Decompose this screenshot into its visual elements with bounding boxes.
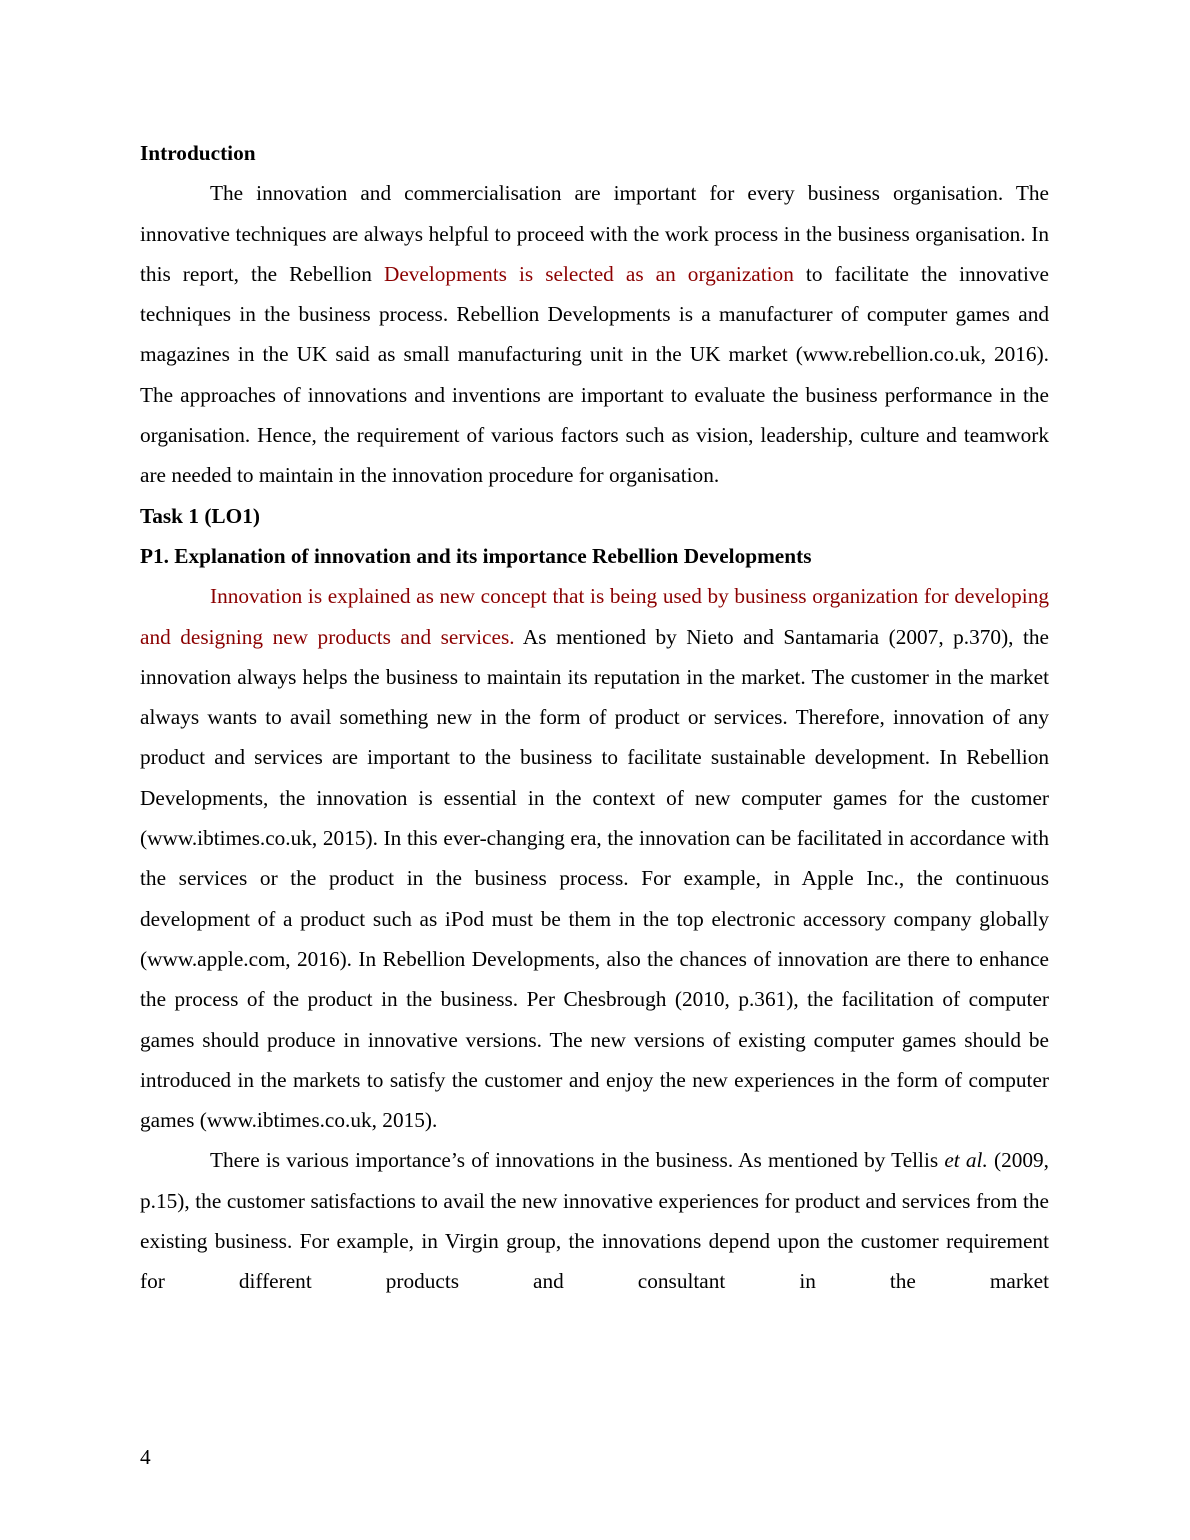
page-number: 4: [140, 1445, 151, 1469]
document-page: [140, 133, 1049, 1302]
intro-text-2: to facilitate the innovative techniques in the business process. Rebellion Developments is a manufacturer of computer games and magazines in the UK said as small manufacturing unit in the UK market (www.rebellion.co.uk, 2016). The approaches of innovations and inventions are important to evaluate the business performance in the organisation. Hence, the requirement of various factors such as vision, leadership, culture and teamwork are needed to maintain in the innovation procedure for organisation.: [140, 261, 1049, 488]
introduction-paragraph: [140, 173, 1049, 495]
p1-paragraph: [140, 576, 1049, 1140]
p1-highlight: Innovation is explained as new concept that is being used by business organization for developing and designing new products and services.: [140, 584, 1049, 649]
importance-text-2: (2009, p.15), the customer satisfactions to avail the new innovative experiences for product and services from the existing business. For example, in Virgin group, the innovations depend upon the customer requirement for different products and consultant in the market: [140, 1148, 1049, 1294]
p1-text: As mentioned by Nieto and Santamaria (2007, p.370), the innovation always helps the business to maintain its reputation in the market. The customer in the market always wants to avail something new in the form of product or services. Therefore, innovation of any product and services are important to the business to facilitate sustainable development. In Rebellion Developments, the innovation is essential in the context of new computer games for the customer (www.ibtimes.co.uk, 2015). In this ever-changing era, the innovation can be facilitated in accordance with the services or the product in the business process. For example, in Apple Inc., the continuous development of a product such as iPod must be them in the top electronic accessory company globally (www.apple.com, 2016). In Rebellion Developments, also the chances of innovation are there to enhance the process of the product in the business. Per Chesbrough (2010, p.361), the facilitation of computer games should produce in innovative versions. The new versions of existing computer games should be introduced in the markets to satisfy the customer and enjoy the new experiences in the form of computer games (www.ibtimes.co.uk, 2015).: [140, 624, 1050, 1133]
task1-heading: Task 1 (LO1): [140, 503, 260, 528]
introduction-heading: Introduction: [140, 141, 256, 165]
importance-italic: et al.: [944, 1148, 988, 1173]
intro-highlight: Developments is selected as an organization: [383, 261, 794, 286]
importance-paragraph: [140, 1140, 1049, 1301]
p1-heading: P1. Explanation of innovation and its importance Rebellion Developments: [140, 543, 812, 568]
intro-text-1: The innovation and commercialisation are important for every business organisation. The innovative techniques are always helpful to proceed with the work process in the business organisation. In this report, the Rebellion: [140, 181, 1049, 286]
importance-text-1: There is various importance’s of innovations in the business. As mentioned by Tellis: [210, 1148, 945, 1173]
